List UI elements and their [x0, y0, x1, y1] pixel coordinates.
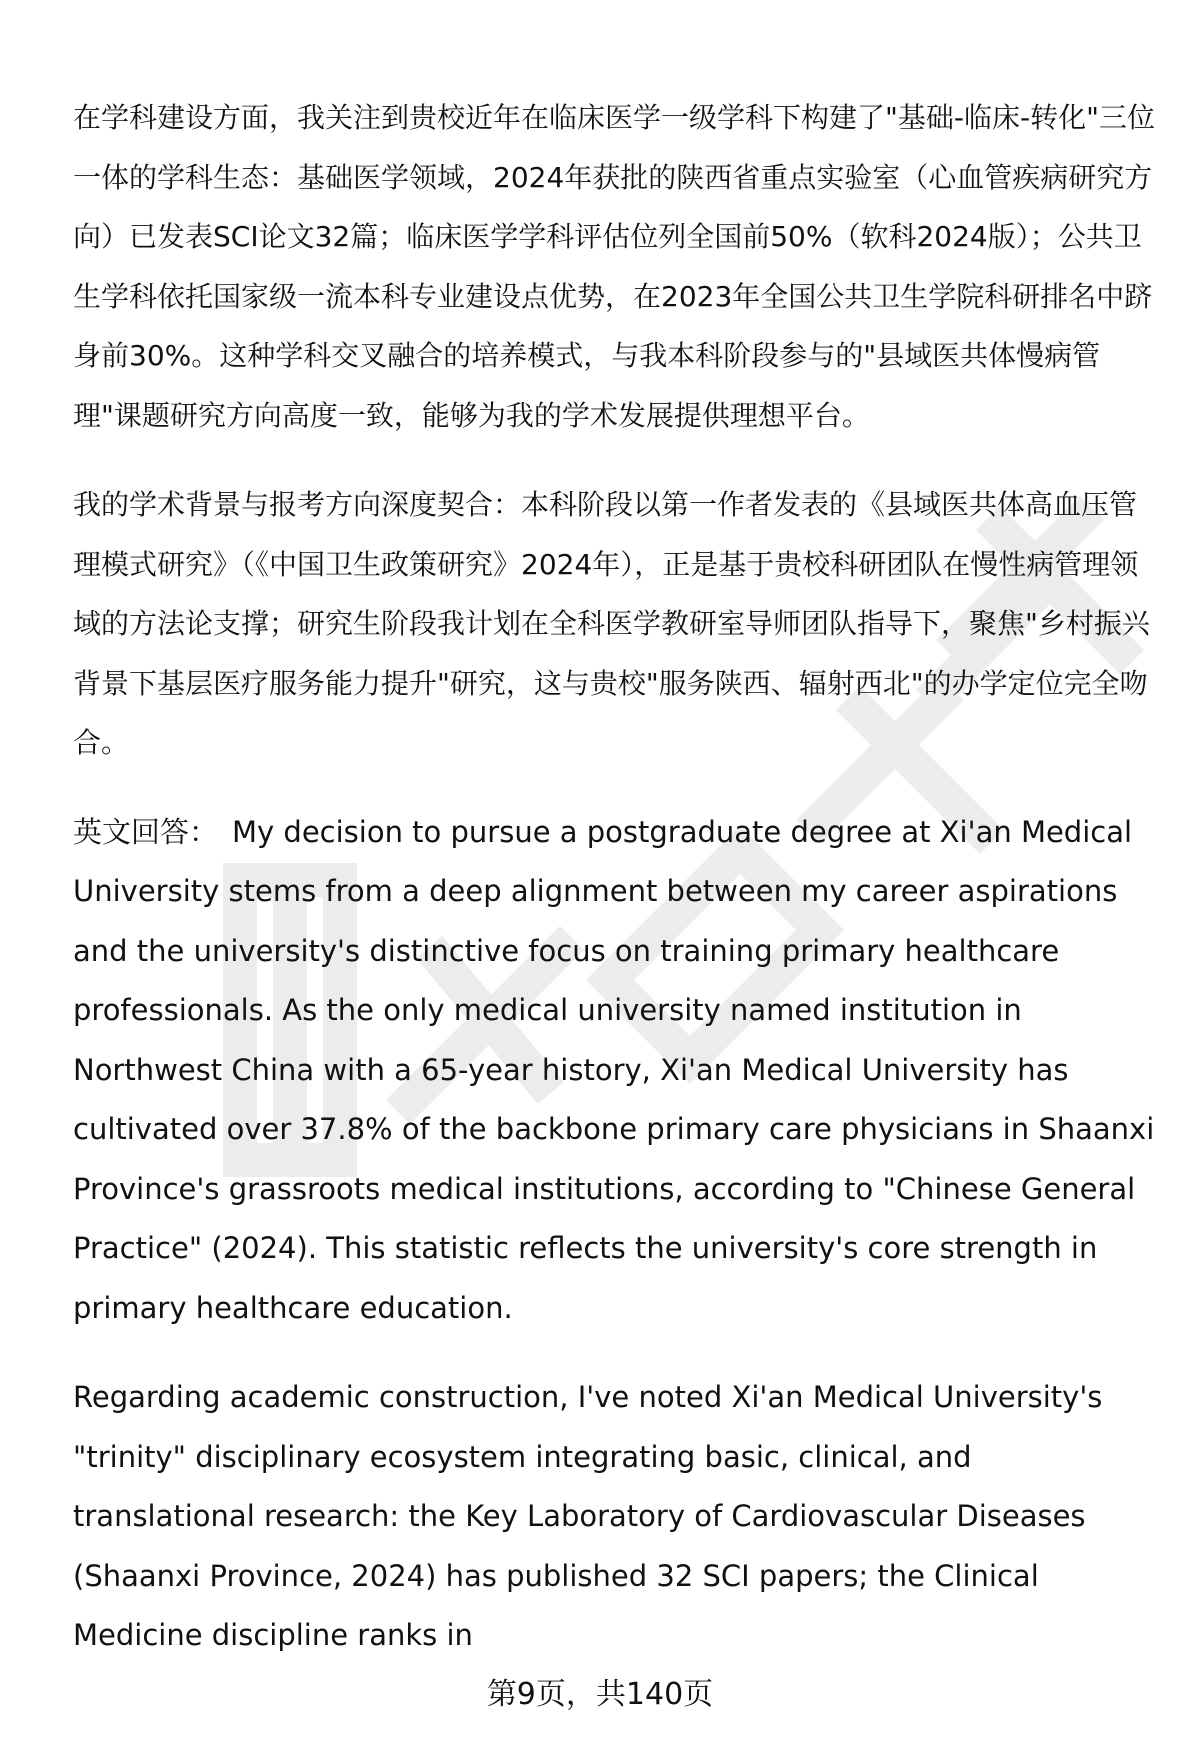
- chinese-paragraph-academic-construction: 在学科建设方面，我关注到贵校近年在临床医学一级学科下构建了"基础-临床-转化"三位一体的学科生态：基础医学领域，2024年获批的陕西省重点实验室（心血管疾病研究方向）已发表SCI论文32篇；临床医学学科评估位列全国前50%（软科2024版）；公共卫生学科依托国家级一流本科专业建设点优势，在2023年全国公共卫生学院科研排名中跻身前30%。这种学科交叉融合的培养模式，与我本科阶段参与的"县域医共体慢病管理"课题研究方向高度一致，能够为我的学术发展提供理想平台。: [73, 101, 1155, 432]
- chinese-paragraph-academic-background: 我的学术背景与报考方向深度契合：本科阶段以第一作者发表的《县域医共体高血压管理模式研究》（《中国卫生政策研究》2024年），正是基于贵校科研团队在慢性病管理领域的方法论支撑；研究生阶段我计划在全科医学教研室导师团队指导下，聚焦"乡村振兴背景下基层医疗服务能力提升"研究，这与贵校"服务陕西、辐射西北"的办学定位完全吻合。: [73, 488, 1150, 759]
- document-body: [73, 88, 1158, 1696]
- english-paragraph-motivation: [73, 803, 1158, 1339]
- english-paragraph-motivation-text: My decision to pursue a postgraduate degree at Xi'an Medical University stems from a deep alignment between my career aspirations and the university's distinctive focus on training primary healthcare professionals. As the only medical university named institution in Northwest China with a 65-year history, Xi'an Medical University has cultivated over 37.8% of the backbone primary care physicians in Shaanxi Province's grassroots medical institutions, according to "Chinese General Practice" (2024). This statistic reflects the university's core strength in primary healthcare education.: [73, 814, 1155, 1325]
- english-answer-label: 英文回答：: [73, 814, 219, 849]
- page-number-footer: 第9页，共140页: [486, 1677, 714, 1712]
- english-paragraph-academic-construction: Regarding academic construction, I've noted Xi'an Medical University's "trinity" disciplinary ecosystem integrating basic, clinical, and translational research: the Key Laboratory of Cardiovascular Diseases (Shaanxi Province, 2024) has published 32 SCI papers; the Clinical Medicine discipline ranks in: [73, 1380, 1103, 1652]
